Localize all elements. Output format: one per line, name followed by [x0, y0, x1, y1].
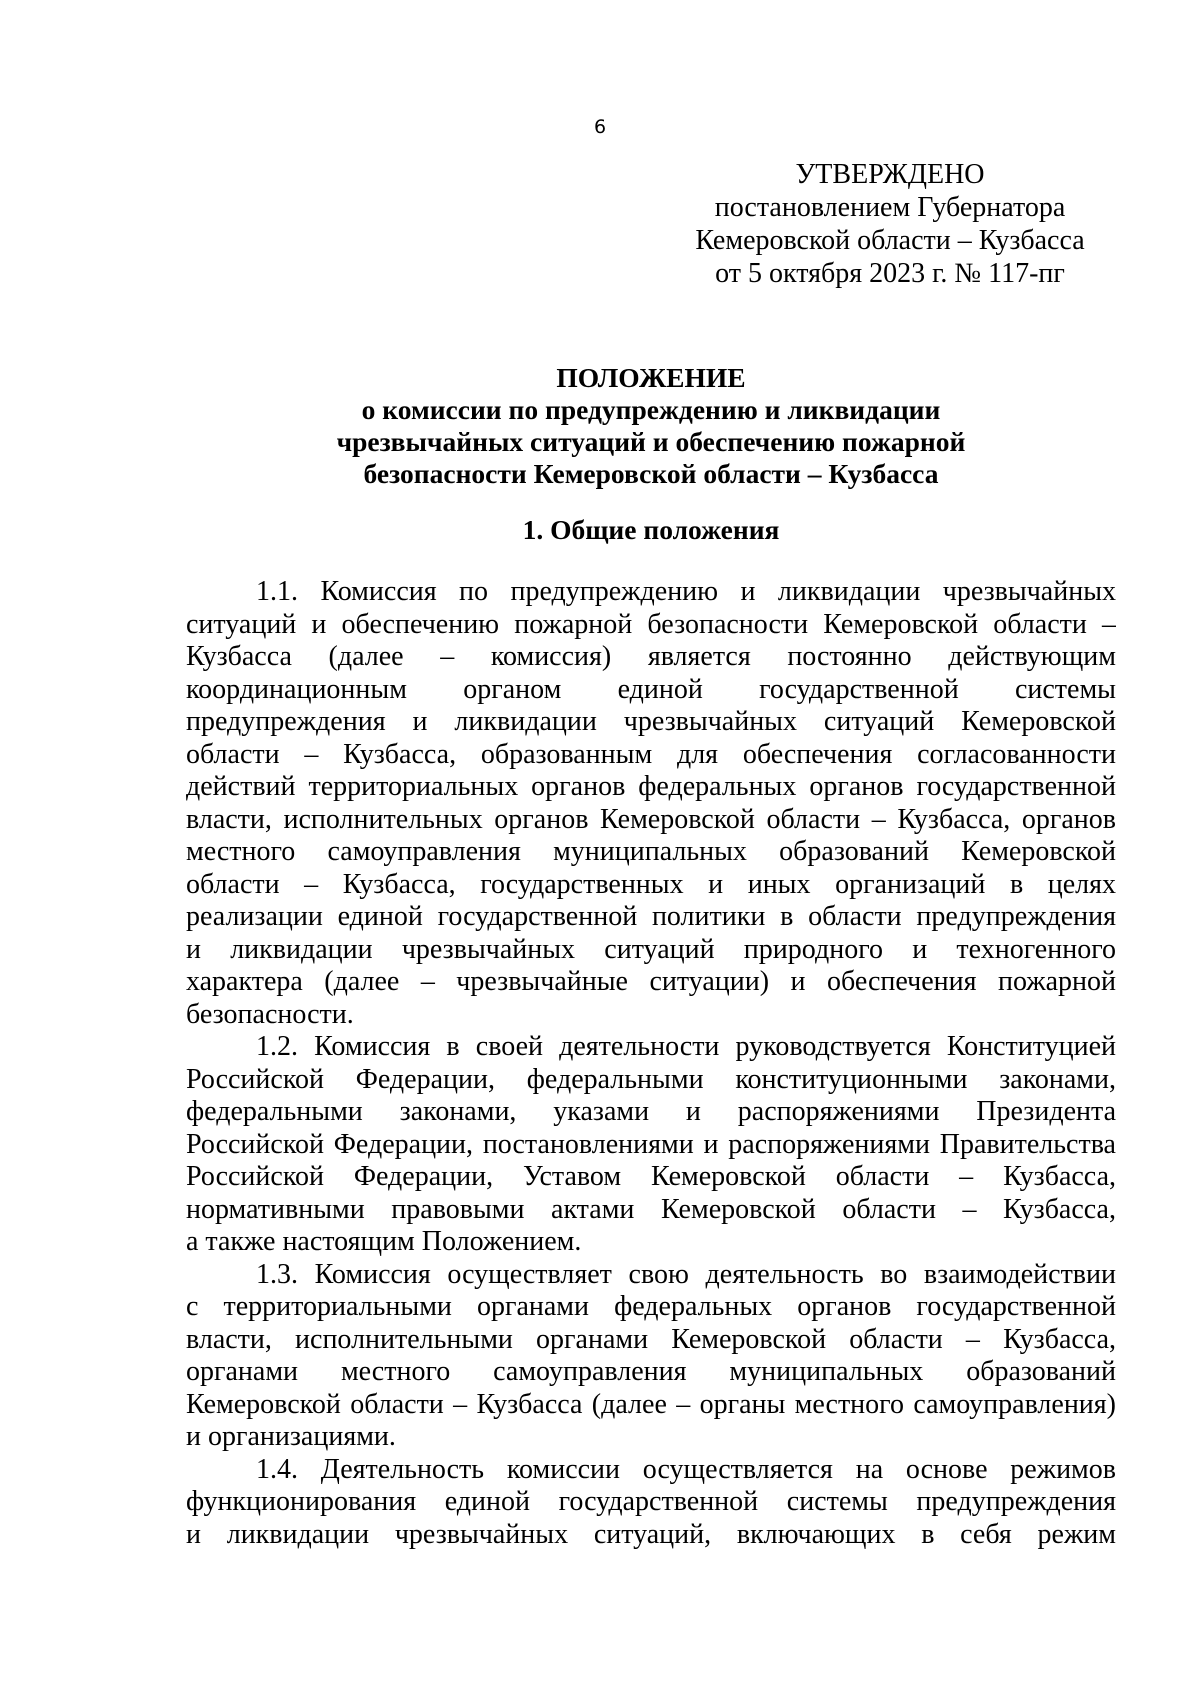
- paragraph-line: и ликвидации чрезвычайных ситуаций природного и техногенного: [186, 933, 1116, 965]
- paragraph-line: Кемеровской области – Кузбасса (далее – органы местного самоуправления): [186, 1388, 1116, 1420]
- section-heading: 1. Общие положения: [522, 514, 780, 545]
- title-line: безопасности Кемеровской области – Кузбасса: [363, 458, 939, 489]
- page-number: 6: [593, 116, 607, 138]
- title-line: ПОЛОЖЕНИЕ: [556, 362, 746, 393]
- paragraph-line: местного самоуправления муниципальных образований Кемеровской: [186, 836, 1116, 867]
- paragraph-line: Российской Федерации, федеральными конституционными законами,: [186, 1063, 1116, 1095]
- paragraph-line: 1.4. Деятельность комиссии осуществляется на основе режимов: [256, 1453, 1116, 1485]
- paragraph-line: 1.1. Комиссия по предупреждению и ликвидации чрезвычайных: [256, 576, 1116, 607]
- approval-line: Кемеровской области – Кузбасса: [695, 225, 1085, 256]
- paragraph-line: федеральными законами, указами и распоряжениями Президента: [186, 1096, 1116, 1127]
- paragraph-line: 1.2. Комиссия в своей деятельности руководствуется Конституцией: [256, 1031, 1116, 1062]
- paragraph-line: безопасности.: [186, 998, 354, 1030]
- paragraph-line: действий территориальных органов федеральных органов государственной: [186, 771, 1116, 802]
- paragraph-line: области – Кузбасса, образованным для обеспечения согласованности: [186, 738, 1116, 770]
- paragraph-line: и организациями.: [186, 1421, 396, 1452]
- paragraph-line: нормативными правовыми актами Кемеровской области – Кузбасса,: [186, 1193, 1116, 1225]
- paragraph-line: Российской Федерации, Уставом Кемеровской области – Кузбасса,: [186, 1161, 1116, 1192]
- paragraph-line: с территориальными органами федеральных органов государственной: [186, 1291, 1116, 1322]
- paragraph-line: Кузбасса (далее – комиссия) является постоянно действующим: [186, 641, 1116, 672]
- title-line: о комиссии по предупреждению и ликвидации: [361, 394, 941, 425]
- paragraph-line: области – Кузбасса, государственных и иных организаций в целях: [186, 868, 1116, 900]
- body-text: [186, 576, 1116, 1551]
- paragraph-line: и ликвидации чрезвычайных ситуаций, включающих в себя режим: [186, 1518, 1116, 1550]
- paragraph-line: органами местного самоуправления муниципальных образований: [186, 1356, 1116, 1387]
- approval-stamp: [640, 158, 1140, 290]
- paragraph-line: координационным органом единой государственной системы: [186, 673, 1116, 705]
- paragraph-line: власти, исполнительными органами Кемеровской области – Кузбасса,: [186, 1323, 1116, 1355]
- paragraph-line: ситуаций и обеспечению пожарной безопасности Кемеровской области –: [186, 608, 1116, 640]
- paragraph-line: предупреждения и ликвидации чрезвычайных ситуаций Кемеровской: [186, 706, 1116, 737]
- paragraph-line: власти, исполнительных органов Кемеровской области – Кузбасса, органов: [186, 803, 1116, 835]
- approval-line: постановлением Губернатора: [714, 192, 1066, 223]
- title-line: чрезвычайных ситуаций и обеспечению пожарной: [336, 426, 966, 457]
- approval-line: УТВЕРЖДЕНО: [795, 159, 985, 190]
- paragraph-line: а также настоящим Положением.: [186, 1226, 582, 1257]
- paragraph-line: характера (далее – чрезвычайные ситуации) и обеспечения пожарной: [186, 966, 1116, 997]
- paragraph-line: реализации единой государственной политики в области предупреждения: [186, 901, 1116, 932]
- document-title: [186, 362, 1116, 490]
- approval-line: от 5 октября 2023 г. № 117-пг: [715, 258, 1065, 289]
- paragraph-line: 1.3. Комиссия осуществляет свою деятельность во взаимодействии: [256, 1258, 1116, 1290]
- paragraph-line: Российской Федерации, постановлениями и распоряжениями Правительства: [186, 1128, 1116, 1160]
- paragraph-line: функционирования единой государственной системы предупреждения: [186, 1486, 1116, 1517]
